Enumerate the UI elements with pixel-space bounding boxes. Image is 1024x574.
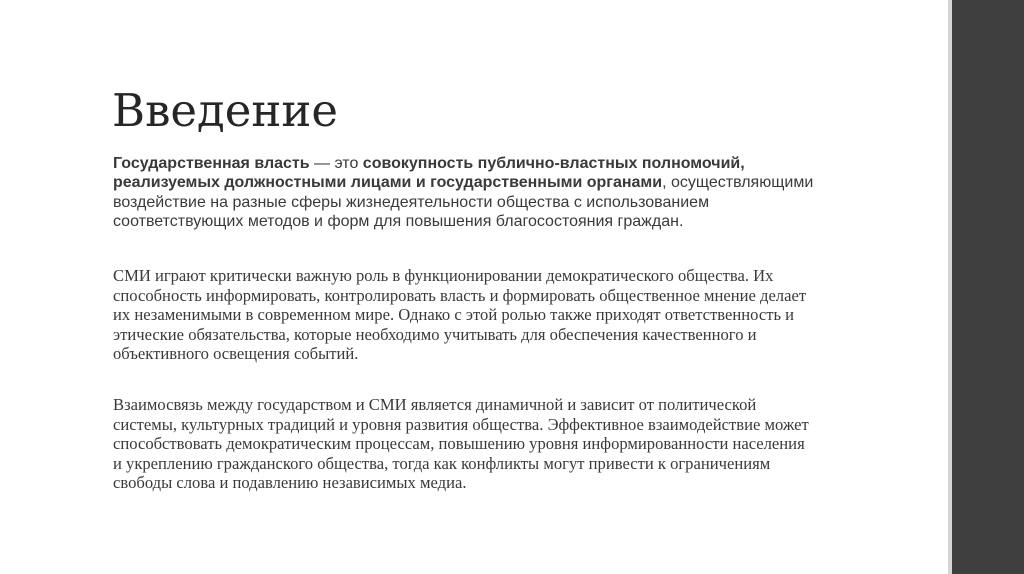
definition-bold: совокупность публично-властных полномочий, реализуемых должностными лицами и государственными органами [113,155,745,192]
term-bold: Государственная власть [113,155,310,172]
paragraph-media-role: СМИ играют критически важную роль в функционировании демократического общества. Их способность информировать, контролировать власть и формировать общественное мнение делает их незаменимыми в современном мире. Однако с этой ролью также приходят ответственность и этические обязательства, которые необходимо учитывать для обеспечения качественного и объективного освещения событий. [113,266,807,364]
side-panel [952,0,1024,574]
paragraph-state-media-relationship: Взаимосвязь между государством и СМИ является динамичной и зависит от политической системы, культурных традиций и уровня развития общества. Эффективное взаимодействие может способствовать демократическим процессам, повышению уровня информированности населения и укреплению гражданского общества, тогда как конфликты могут привести к ограничениям свободы слова и подавлению независимых медиа. [113,395,809,493]
term-dash: — это [309,155,363,172]
paragraph-definition [113,154,825,232]
definition-rest: , осуществляющими воздействие на разные сферы жизнедеятельности общества с использованием соответствующих методов и форм для повышения благосостояния граждан. [113,174,814,231]
slide-title: Введение [112,84,338,137]
